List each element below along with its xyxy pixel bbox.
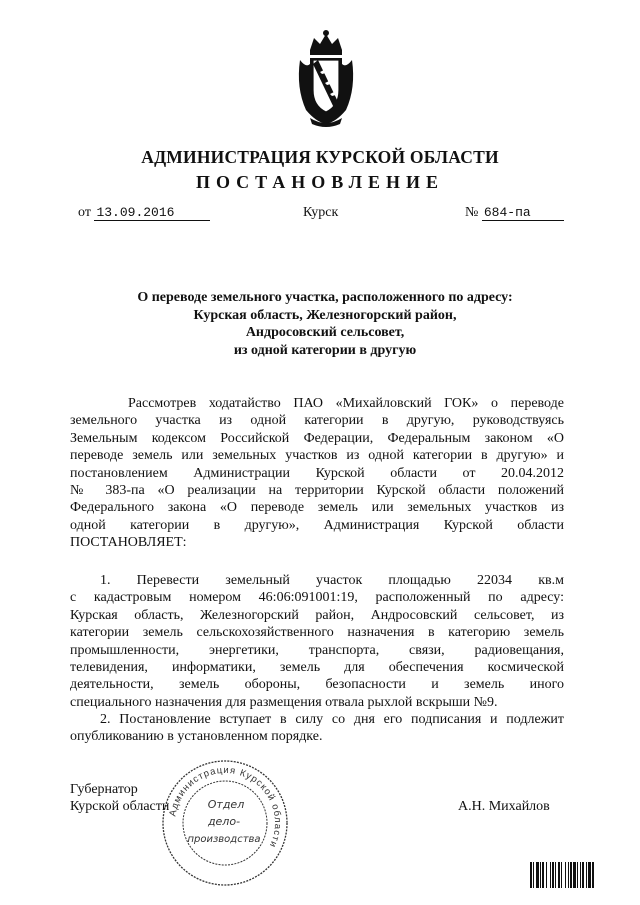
number-prefix: № [465,205,479,220]
subject-line: из одной категории в другую [233,342,417,358]
coat-of-arms-icon [296,28,356,128]
preamble-line: ПОСТАНОВЛЯЕТ: [70,535,187,551]
item-2-line: опубликованию в установленном порядке. [70,729,323,745]
preamble-line: Рассмотрев ходатайство ПАО «Михайловский ГОК» о переводе [128,396,564,411]
item-1-line: деятельности, земель обороны, безопасности и земель иного [70,677,564,693]
item-2-paragraph [70,711,564,746]
position-line: Губернатор [70,782,138,797]
preamble-line: одной категории в другую», Администрация Курской области [70,517,564,533]
item-2-line: 2. Постановление вступает в силу со дня его подписания и подлежит [100,712,564,727]
position-line: Курской области [70,799,170,814]
item-1-line: с кадастровым номером 46:06:091001:19, расположенный по адресу: [70,590,564,606]
stamp-line: дело- [207,815,241,828]
date-field [78,205,210,221]
number-field [465,205,564,221]
barcode-icon [530,862,618,888]
subject-line: Курская область, Железногорский район, [193,307,457,323]
item-1-line: специального назначения для размещения отвала рыхлой вскрыши №9. [70,694,498,710]
item-1-line: Курская область, Железногорский район, Андросовский сельсовет, из [70,607,564,623]
item-1-line: телевидения, информатики, земель для обеспечения космической [70,660,564,676]
document-number: 684-па [482,205,564,221]
subject-line: О переводе земельного участка, расположенного по адресу: [137,290,513,305]
item-1-line: категории земель сельскохозяйственного назначения в категорию земель [70,625,564,641]
signatory-position [70,781,169,815]
document-city: Курск [303,205,339,220]
date-prefix: от [78,205,91,220]
stamp-ring-text: Администрация Курской области [167,764,284,850]
organization-title: АДМИНИСТРАЦИЯ КУРСКОЙ ОБЛАСТИ [141,147,499,167]
document-type: ПОСТАНОВЛЕНИЕ [195,172,445,192]
item-1-line: промышленности, энергетики, транспорта, связи, радиовещания, [70,642,564,658]
preamble-paragraph [70,395,564,552]
preamble-line: Федерального закона «О переводе земель или земельных участков из [70,500,564,516]
document-subject [90,289,560,359]
item-1-paragraph [70,572,564,711]
subject-line: Андросовский сельсовет, [245,325,405,341]
stamp-line: Отдел [207,798,245,811]
preamble-line: № 383-па «О реализации на территории Курской области положений [70,483,564,499]
item-1-line: 1. Перевести земельный участок площадью 22034 кв.м [100,573,564,588]
preamble-line: Земельным кодексом Российской Федерации, Федеральным законом «О [70,430,564,446]
office-stamp-icon [160,758,290,888]
signatory-name: А.Н. Михайлов [458,799,550,814]
stamp-line: производства [187,834,261,845]
preamble-line: земельного участка из одной категории в другую, руководствуясь [70,413,564,429]
preamble-line: переводе земель или земельных участков из одной категории в другую» и [70,448,564,464]
document-date: 13.09.2016 [94,205,210,221]
preamble-line: постановлением Администрации Курской области от 20.04.2012 [70,465,564,481]
